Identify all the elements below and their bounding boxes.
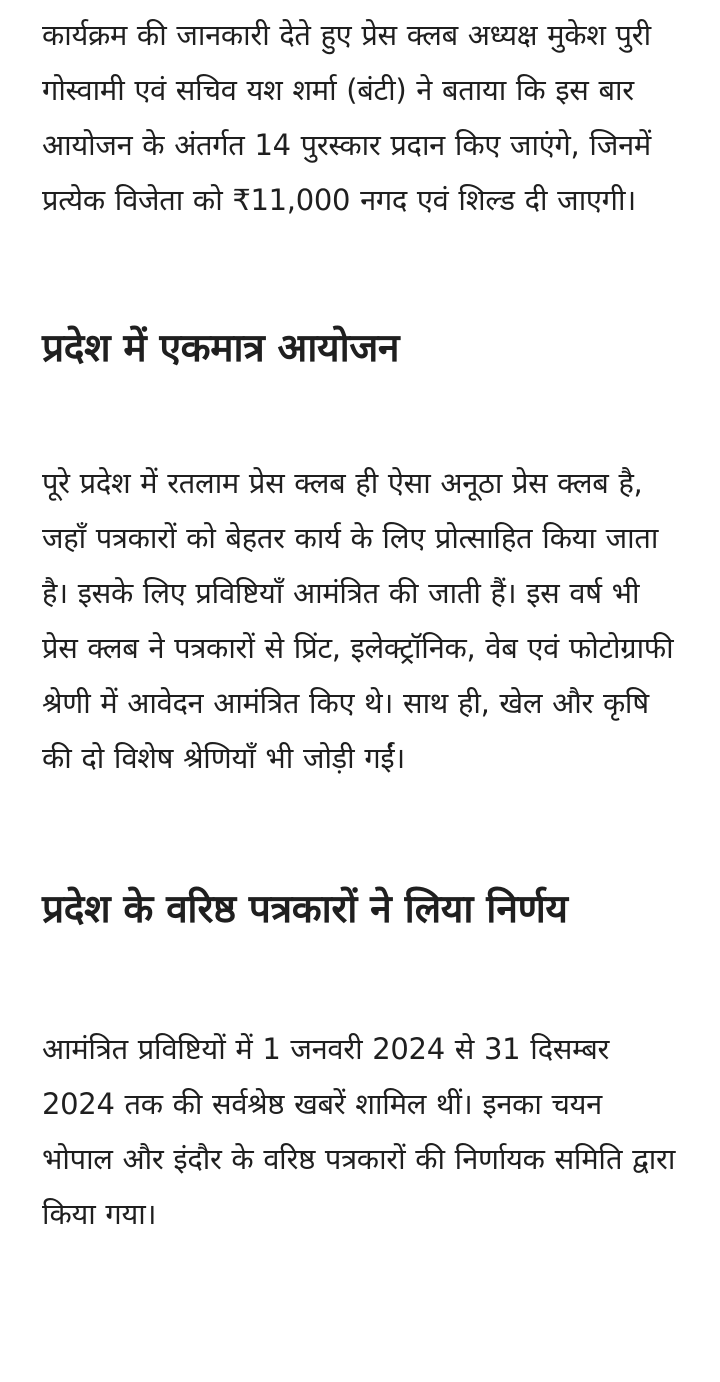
- article-paragraph-press-club: पूरे प्रदेश में रतलाम प्रेस क्लब ही ऐसा अनूठा प्रेस क्लब है, जहाँ पत्रकारों को बेहतर कार्य के लिए प्रोत्साहित किया जाता है। इसके लिए प्रविष्टियाँ आमंत्रित की जाती हैं। इस वर्ष भी प्रेस क्लब ने पत्रकारों से प्रिंट, इलेक्ट्रॉनिक, वेब एवं फोटोग्राफी श्रेणी में आवेदन आमंत्रित किए थे। साथ ही, खेल और कृषि की दो विशेष श्रेणियाँ भी जोड़ी गईं।: [42, 466, 674, 775]
- article-paragraph-selection: आमंत्रित प्रविष्टियों में 1 जनवरी 2024 से 31 दिसम्बर 2024 तक की सर्वश्रेष्ठ खबरें शामिल थीं। इनका चयन भोपाल और इंदौर के वरिष्ठ पत्रकारों की निर्णायक समिति द्वारा किया गया।: [42, 1032, 676, 1231]
- article-paragraph-award-details: कार्यक्रम की जानकारी देते हुए प्रेस क्लब अध्यक्ष मुकेश पुरी गोस्वामी एवं सचिव यश शर्मा (बंटी) ने बताया कि इस बार आयोजन के अंतर्गत 14 पुरस्कार प्रदान किए जाएंगे, जिनमें प्रत्येक विजेता को ₹11,000 नगद एवं शिल्ड दी जाएगी।: [42, 18, 651, 217]
- section-heading-jury-decision: प्रदेश के वरिष्ठ पत्रकारों ने लिया निर्णय: [42, 887, 568, 932]
- section-heading-unique-event: प्रदेश में एकमात्र आयोजन: [42, 326, 400, 371]
